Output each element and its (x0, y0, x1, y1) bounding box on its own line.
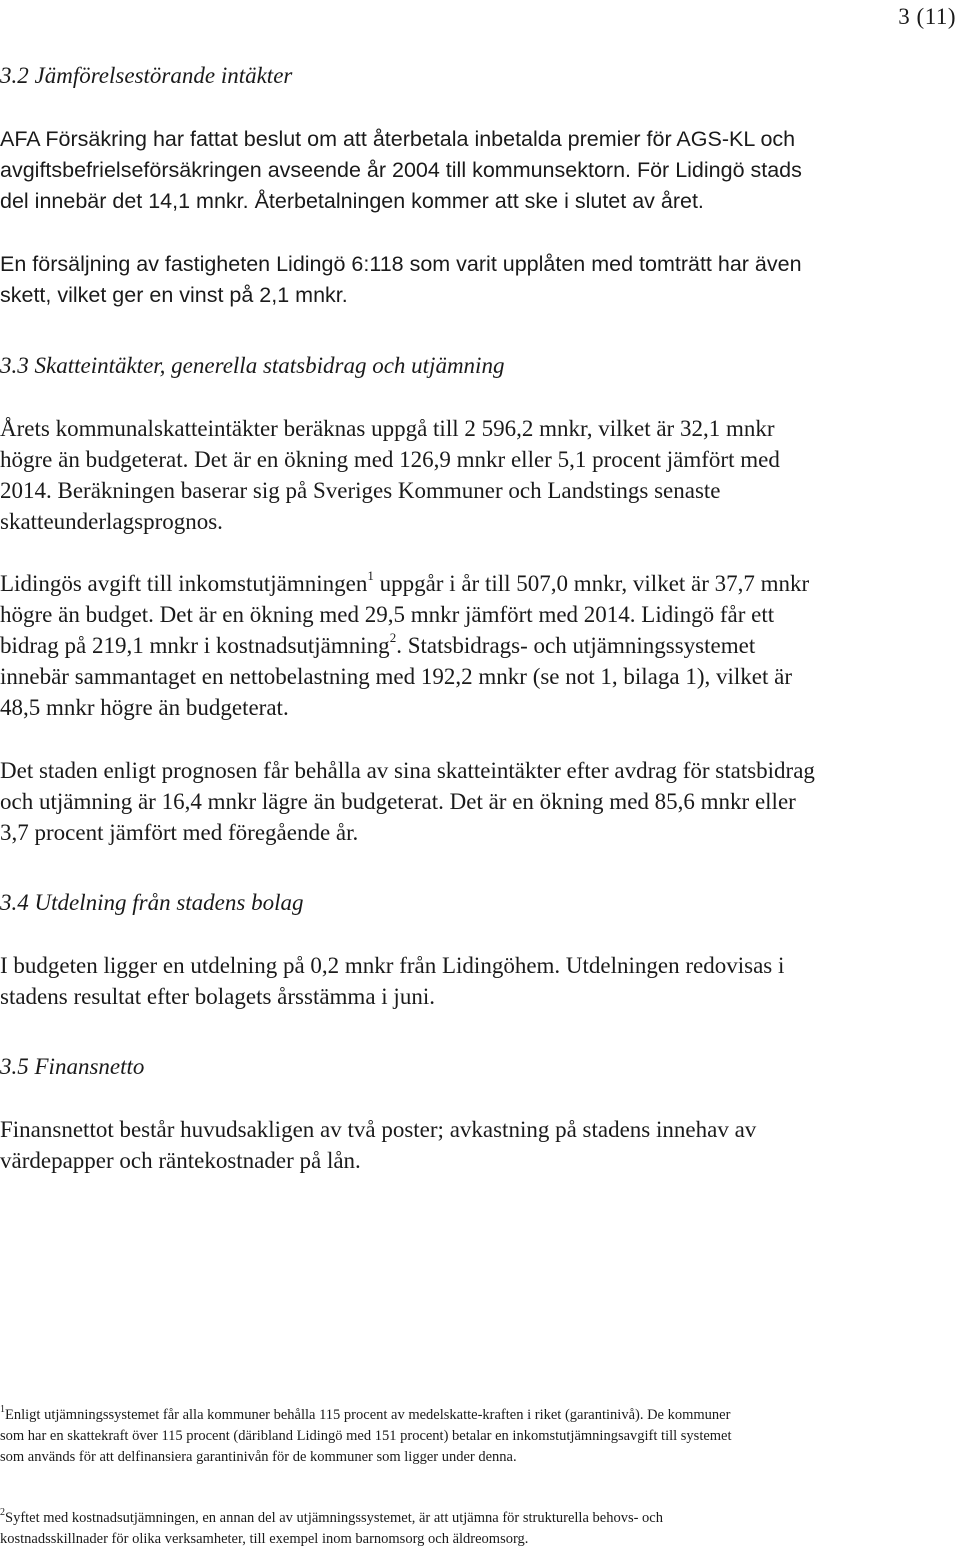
paragraph-line: En försäljning av fastigheten Lidingö 6:118 som varit upplåten med tomträtt har även (0, 252, 802, 276)
paragraph-line: stadens resultat efter bolagets årsstämma i juni. (0, 984, 435, 1009)
footnote-line: som har en skattekraft över 115 procent (däribland Lidingö med 151 procent) betalar en inkomstutjämningsavgift till systemet (0, 1428, 732, 1444)
footnote-line: kostnadsskillnader för olika verksamheter, till exempel inom barnomsorg och äldreomsorg. (0, 1531, 529, 1547)
footnote-marker: 1 (0, 1404, 5, 1416)
paragraph-net-tax (0, 755, 815, 848)
heading-3-5: 3.5 Finansnetto (0, 1054, 145, 1079)
paragraph-line: innebär sammantaget en nettobelastning med 192,2 mnkr (se not 1, bilaga 1), vilket är (0, 664, 793, 689)
paragraph-equalization (0, 568, 809, 723)
paragraph-line (0, 568, 809, 599)
text-run: Syftet med kostnadsutjämningen, en annan del av utjämningssystemet, är att utjämna för strukturella behovs- och (5, 1510, 663, 1526)
paragraph-line: högre än budgeterat. Det är en ökning med 126,9 mnkr eller 5,1 procent jämfört med (0, 447, 780, 472)
heading-3-2: 3.2 Jämförelsestörande intäkter (0, 63, 293, 88)
paragraph-line: AFA Försäkring har fattat beslut om att återbetala inbetalda premier för AGS-KL och (0, 127, 796, 151)
paragraph-tax-revenue (0, 413, 780, 537)
footnote-line (0, 1405, 732, 1426)
paragraph-line: 2014. Beräkningen baserar sig på Sveriges Kommuner och Landstings senaste (0, 478, 721, 503)
text-run: bidrag på 219,1 mnkr i kostnadsutjämning (0, 633, 390, 658)
paragraph-afa (0, 124, 802, 217)
paragraph-line: och utjämning är 16,4 mnkr lägre än budgeterat. Det är en ökning med 85,6 mnkr eller (0, 789, 796, 814)
paragraph-line: avgiftsbefrielseförsäkringen avseende år 2004 till kommunsektorn. För Lidingö stads (0, 158, 802, 182)
paragraph-line: 48,5 mnkr högre än budgeterat. (0, 695, 289, 720)
page-number: 3 (11) (898, 4, 956, 29)
text-run: . Statsbidrags- och utjämningssystemet (396, 633, 756, 658)
footnote-line: som används för att delfinansiera garantinivån för de kommuner som ligger under denna. (0, 1449, 517, 1465)
footnote-2 (0, 1508, 663, 1550)
footnote-line (0, 1508, 663, 1529)
footnote-1 (0, 1405, 732, 1468)
paragraph-line: Årets kommunalskatteintäkter beräknas uppgå till 2 596,2 mnkr, vilket är 32,1 mnkr (0, 416, 775, 441)
paragraph-line: högre än budget. Det är en ökning med 29,5 mnkr jämfört med 2014. Lidingö får ett (0, 602, 775, 627)
paragraph-property-sale (0, 249, 802, 311)
footnote-marker: 2 (0, 1507, 5, 1519)
paragraph-line (0, 630, 809, 661)
paragraph-financial-net (0, 1114, 756, 1176)
footnote-ref-2: 2 (389, 630, 397, 646)
paragraph-line: skatteunderlagsprognos. (0, 509, 223, 534)
text-run: uppgår i år till 507,0 mnkr, vilket är 37,7 mnkr (373, 571, 810, 596)
paragraph-line: del innebär det 14,1 mnkr. Återbetalningen kommer att ske i slutet av året. (0, 189, 704, 213)
text-run: Lidingös avgift till inkomstutjämningen (0, 571, 368, 596)
heading-3-3: 3.3 Skatteintäkter, generella statsbidrag och utjämning (0, 353, 505, 378)
paragraph-line: Det staden enligt prognosen får behålla av sina skatteintäkter efter avdrag för statsbidrag (0, 758, 815, 783)
footnote-ref-1: 1 (367, 568, 374, 584)
paragraph-dividend (0, 950, 784, 1012)
paragraph-line: 3,7 procent jämfört med föregående år. (0, 820, 359, 845)
heading-3-4: 3.4 Utdelning från stadens bolag (0, 890, 304, 915)
paragraph-line: I budgeten ligger en utdelning på 0,2 mnkr från Lidingöhem. Utdelningen redovisas i (0, 953, 785, 978)
paragraph-line: skett, vilket ger en vinst på 2,1 mnkr. (0, 283, 348, 307)
paragraph-line: Finansnettot består huvudsakligen av två poster; avkastning på stadens innehav av (0, 1117, 757, 1142)
paragraph-line: värdepapper och räntekostnader på lån. (0, 1148, 361, 1173)
text-run: Enligt utjämningssystemet får alla kommuner behålla 115 procent av medelskatte-kraften i riket (garantinivå). De kommuner (5, 1407, 731, 1423)
